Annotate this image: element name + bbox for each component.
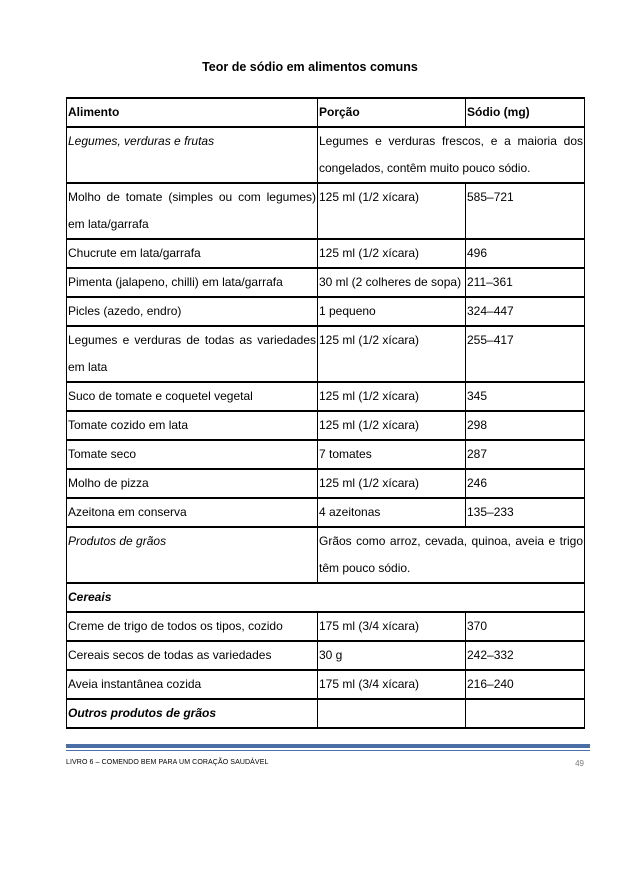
- food-cell: Molho de tomate (simples ou com legumes) em lata/garrafa: [67, 183, 318, 239]
- table-row: [67, 641, 585, 670]
- table-header-row: [67, 98, 585, 127]
- portion-cell: 175 ml (3/4 xícara): [318, 670, 466, 699]
- category-label: Produtos de grãos: [67, 527, 318, 583]
- header-food: Alimento: [67, 98, 318, 127]
- portion-cell: 125 ml (1/2 xícara): [318, 239, 466, 268]
- food-cell: Molho de pizza: [67, 469, 318, 498]
- food-cell: Picles (azedo, endro): [67, 297, 318, 326]
- category-note: Legumes e verduras frescos, e a maioria dos congelados, contêm muito pouco sódio.: [318, 127, 585, 183]
- sodium-cell: 287: [466, 440, 585, 469]
- portion-cell: 4 azeitonas: [318, 498, 466, 527]
- subheading-cell: Outros produtos de grãos: [67, 699, 318, 728]
- food-cell: Tomate cozido em lata: [67, 411, 318, 440]
- food-cell: Tomate seco: [67, 440, 318, 469]
- footer-rule-thin: [66, 750, 590, 751]
- portion-cell: 125 ml (1/2 xícara): [318, 469, 466, 498]
- portion-cell: 30 ml (2 colheres de sopa): [318, 268, 466, 297]
- table-row-subheading: [67, 699, 585, 728]
- table-row: [67, 326, 585, 382]
- table-row: [67, 382, 585, 411]
- portion-cell: [318, 699, 466, 728]
- header-sodium: Sódio (mg): [466, 98, 585, 127]
- portion-cell: 125 ml (1/2 xícara): [318, 326, 466, 382]
- portion-cell: 125 ml (1/2 xícara): [318, 183, 466, 239]
- footer-rule: [66, 744, 590, 748]
- portion-cell: 125 ml (1/2 xícara): [318, 382, 466, 411]
- sodium-cell: 345: [466, 382, 585, 411]
- portion-cell: 7 tomates: [318, 440, 466, 469]
- category-label: Legumes, verduras e frutas: [67, 127, 318, 183]
- portion-cell: 125 ml (1/2 xícara): [318, 411, 466, 440]
- table-row-subheading: [67, 583, 585, 612]
- table-row: [67, 183, 585, 239]
- table-row: [67, 411, 585, 440]
- sodium-cell: 255–417: [466, 326, 585, 382]
- sodium-cell: 211–361: [466, 268, 585, 297]
- category-note: Grãos como arroz, cevada, quinoa, aveia e trigo têm pouco sódio.: [318, 527, 585, 583]
- food-cell: Cereais secos de todas as variedades: [67, 641, 318, 670]
- sodium-cell: 324–447: [466, 297, 585, 326]
- table-row: [67, 440, 585, 469]
- sodium-cell: 585–721: [466, 183, 585, 239]
- table-row: [67, 268, 585, 297]
- sodium-cell: 298: [466, 411, 585, 440]
- portion-cell: 1 pequeno: [318, 297, 466, 326]
- food-cell: Suco de tomate e coquetel vegetal: [67, 382, 318, 411]
- header-portion: Porção: [318, 98, 466, 127]
- table-row: [67, 297, 585, 326]
- food-cell: Legumes e verduras de todas as variedades em lata: [67, 326, 318, 382]
- page-number: 49: [575, 759, 584, 768]
- sodium-cell: 216–240: [466, 670, 585, 699]
- food-cell: Aveia instantânea cozida: [67, 670, 318, 699]
- portion-cell: 30 g: [318, 641, 466, 670]
- portion-cell: 175 ml (3/4 xícara): [318, 612, 466, 641]
- sodium-cell: 370: [466, 612, 585, 641]
- subheading-cell: Cereais: [67, 583, 585, 612]
- table-row: [67, 670, 585, 699]
- sodium-cell: [466, 699, 585, 728]
- sodium-cell: 242–332: [466, 641, 585, 670]
- table-row: [67, 612, 585, 641]
- sodium-cell: 246: [466, 469, 585, 498]
- food-cell: Azeitona em conserva: [67, 498, 318, 527]
- sodium-table: [66, 97, 585, 729]
- table-row-category: [67, 527, 585, 583]
- table-row: [67, 498, 585, 527]
- table-row: [67, 239, 585, 268]
- table-row-category: [67, 127, 585, 183]
- page-title: Teor de sódio em alimentos comuns: [202, 60, 418, 74]
- table-row: [67, 469, 585, 498]
- footer-book-title: LIVRO 6 – COMENDO BEM PARA UM CORAÇÃO SAUDÁVEL: [66, 759, 269, 766]
- food-cell: Chucrute em lata/garrafa: [67, 239, 318, 268]
- sodium-cell: 135–233: [466, 498, 585, 527]
- food-cell: Creme de trigo de todos os tipos, cozido: [67, 612, 318, 641]
- sodium-cell: 496: [466, 239, 585, 268]
- food-cell: Pimenta (jalapeno, chilli) em lata/garrafa: [67, 268, 318, 297]
